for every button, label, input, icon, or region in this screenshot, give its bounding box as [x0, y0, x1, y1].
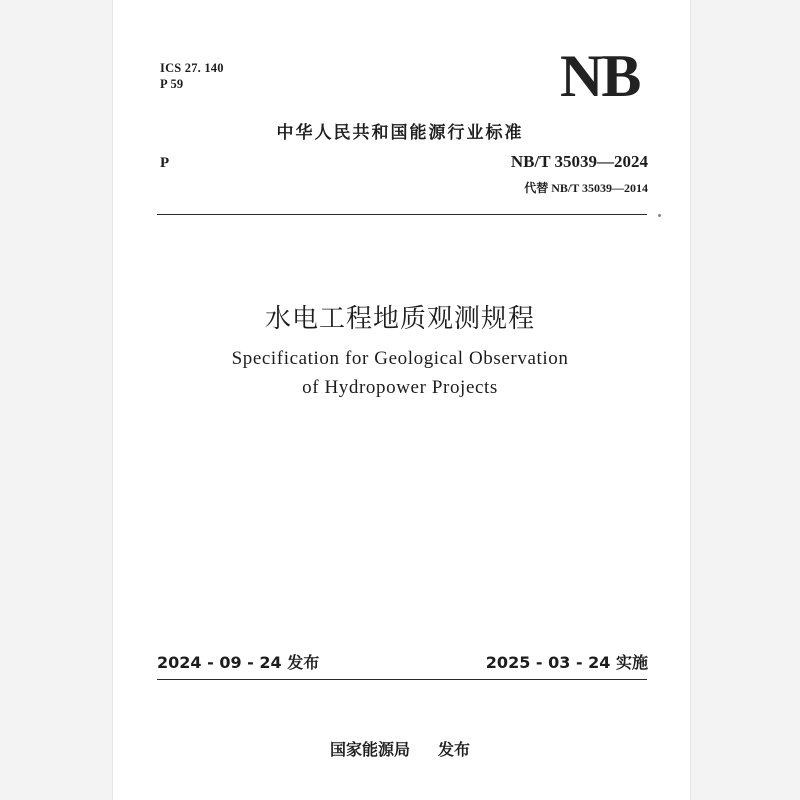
- replaces-standard: 代替 NB/T 35039—2014: [524, 181, 648, 195]
- publisher-action: 发布: [438, 740, 471, 759]
- industry-standard-heading: 中华人民共和国能源行业标准: [276, 123, 524, 143]
- standard-number: NB/T 35039—2024: [510, 152, 648, 171]
- speck-mark: [658, 214, 661, 217]
- classification-codes: [160, 60, 224, 92]
- publisher-name: 国家能源局: [329, 740, 410, 759]
- issue-date: 2024 - 09 - 24 发布: [157, 653, 320, 672]
- title-english-line-2: of Hydropower Projects: [302, 377, 498, 398]
- implementation-date: 2025 - 03 - 24 实施: [485, 653, 648, 672]
- publisher-line: [0, 737, 800, 760]
- title-chinese: 水电工程地质观测规程: [264, 304, 535, 334]
- classification-letter: P: [160, 155, 170, 171]
- title-english: [0, 344, 800, 402]
- bottom-divider: [157, 679, 647, 680]
- top-divider: [157, 214, 647, 215]
- ccs-code: P 59: [160, 77, 184, 91]
- nb-logo: NB: [560, 43, 640, 109]
- title-english-line-1: Specification for Geological Observation: [231, 348, 569, 369]
- ics-code: ICS 27. 140: [160, 61, 224, 75]
